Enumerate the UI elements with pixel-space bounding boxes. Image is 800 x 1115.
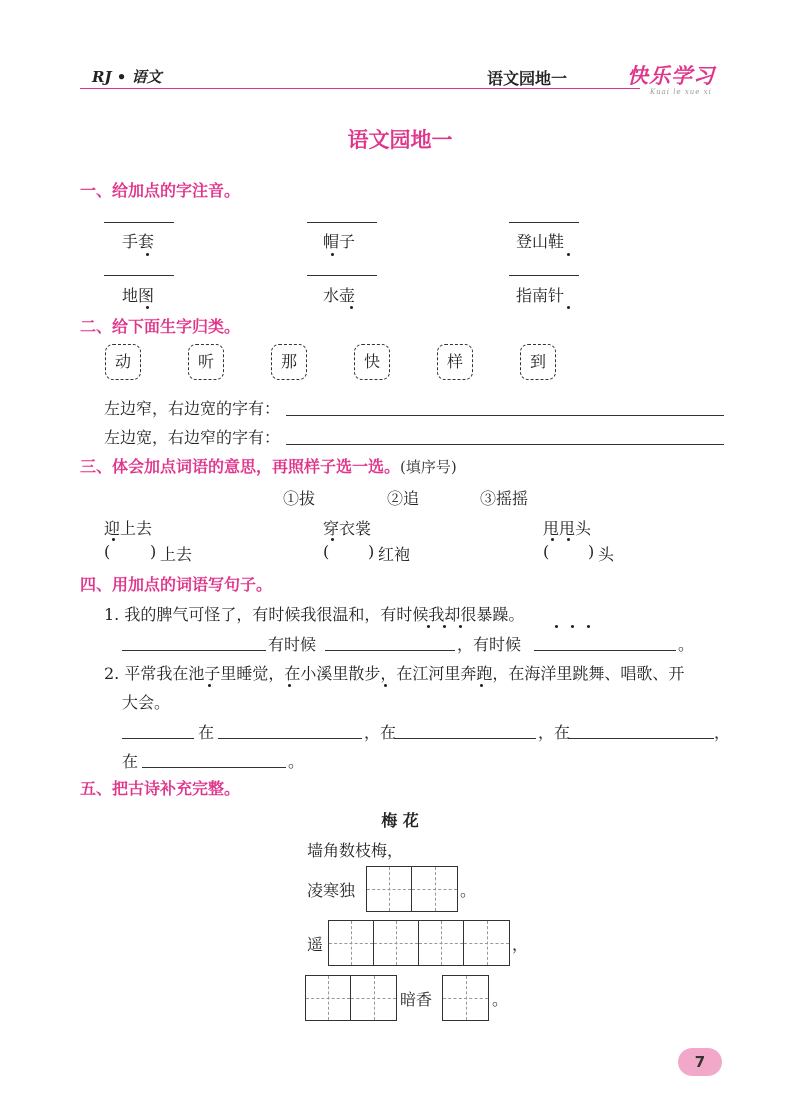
answer-line[interactable]	[325, 650, 455, 651]
poem-title: 梅 花	[381, 811, 419, 830]
sentence-word: ，在	[538, 723, 571, 742]
answer-line[interactable]	[122, 650, 266, 651]
word-dengshanxie: 登山鞋	[516, 232, 565, 251]
section-3-heading-text: 三、体会加点词语的意思，再照样子选一选。	[80, 457, 401, 476]
example-word: 迎上去	[104, 519, 153, 538]
answer-paren-close: )	[588, 542, 595, 561]
question-1: 1. 我的脾气可怪了，有时候我很温和，有时候我却很暴躁。	[104, 605, 525, 624]
sentence-comma: ，	[714, 723, 731, 742]
word-shoutao: 手套	[122, 232, 155, 251]
grid-cell[interactable]	[329, 921, 374, 965]
option-2: ②追	[387, 489, 420, 508]
sentence-word: 在	[198, 723, 215, 742]
example-word: 甩甩头	[543, 519, 592, 538]
sentence-end: 。	[678, 635, 695, 654]
grid-cell[interactable]	[351, 976, 396, 1020]
answer-paren-close: )	[150, 542, 157, 561]
fill-instruction: (填序号)	[400, 458, 457, 476]
poem-punct: ，	[512, 935, 529, 954]
char-box: 快	[354, 344, 390, 380]
question-2: 2. 平常我在池子里睡觉，在小溪里散步，在江河里奔跑，在海洋里跳舞、唱歌、开	[104, 664, 685, 683]
pinyin-blank[interactable]	[509, 222, 579, 223]
emphasis-dot	[288, 684, 291, 687]
example-word: 穿衣裳	[323, 519, 372, 538]
poem-punct: 。	[460, 881, 477, 900]
word-shuihu: 水壶	[323, 286, 356, 305]
option-1: ①拔	[283, 489, 316, 508]
grid-cell[interactable]	[374, 921, 419, 965]
emphasis-dot	[146, 306, 149, 309]
answer-paren-open[interactable]: (	[323, 542, 330, 561]
answer-paren-open[interactable]: (	[543, 542, 550, 561]
emphasis-dot	[459, 625, 462, 628]
sentence-word: 在	[122, 752, 139, 771]
char-box: 听	[188, 344, 224, 380]
answer-line[interactable]	[286, 444, 724, 445]
emphasis-dot	[384, 684, 387, 687]
emphasis-dot	[443, 625, 446, 628]
grid-cell[interactable]	[306, 976, 351, 1020]
brand-logo: 快乐学习	[627, 64, 715, 88]
question-2-cont: 大会。	[122, 693, 171, 712]
answer-line[interactable]	[394, 738, 536, 739]
classify-prompt-2: 左边宽，右边窄的字有：	[104, 428, 281, 447]
writing-grid[interactable]	[328, 920, 510, 966]
fill-word: 红袍	[378, 545, 411, 564]
emphasis-dot	[567, 253, 570, 256]
classify-prompt-1: 左边窄，右边宽的字有：	[104, 399, 281, 418]
page-title: 语文园地一	[347, 128, 453, 152]
page-number: 7	[678, 1048, 722, 1076]
emphasis-dot	[208, 684, 211, 687]
emphasis-dot	[112, 538, 115, 541]
writing-grid[interactable]	[305, 975, 397, 1021]
char-box: 动	[105, 344, 141, 380]
grid-cell[interactable]	[367, 867, 412, 911]
grid-cell[interactable]	[464, 921, 509, 965]
answer-paren-open[interactable]: (	[104, 542, 111, 561]
poem-line-3-start: 遥	[307, 935, 324, 954]
poem-punct: 。	[492, 990, 509, 1009]
emphasis-dot	[427, 625, 430, 628]
pinyin-blank[interactable]	[104, 222, 174, 223]
pinyin-blank[interactable]	[104, 275, 174, 276]
word-zhinanzhen: 指南针	[516, 286, 565, 305]
section-5-heading: 五、把古诗补充完整。	[80, 779, 241, 798]
emphasis-dot	[480, 684, 483, 687]
poem-line-2-start: 凌寒独	[307, 881, 356, 900]
sentence-end: 。	[288, 752, 305, 771]
grid-cell[interactable]	[419, 921, 464, 965]
poem-line-1: 墙角数枝梅，	[307, 841, 404, 860]
emphasis-dot	[567, 306, 570, 309]
word-maozi: 帽子	[323, 232, 356, 251]
char-box: 到	[520, 344, 556, 380]
fill-word: 头	[598, 545, 615, 564]
answer-line[interactable]	[534, 650, 676, 651]
emphasis-dot	[587, 625, 590, 628]
answer-paren-close: )	[368, 542, 375, 561]
emphasis-dot	[350, 306, 353, 309]
char-box: 样	[437, 344, 473, 380]
emphasis-dot	[571, 625, 574, 628]
sentence-word: ，有时候	[457, 635, 522, 654]
writing-grid[interactable]	[442, 975, 489, 1021]
section-2-heading: 二、给下面生字归类。	[80, 317, 241, 336]
emphasis-dot	[331, 538, 334, 541]
brand-logo-subtitle: Kuai le xue xi	[650, 88, 712, 96]
poem-line-4-mid: 暗香	[400, 990, 433, 1009]
pinyin-blank[interactable]	[509, 275, 579, 276]
grid-cell[interactable]	[412, 867, 457, 911]
section-4-heading: 四、用加点的词语写句子。	[80, 575, 273, 594]
emphasis-dot	[551, 538, 554, 541]
pinyin-blank[interactable]	[307, 275, 377, 276]
pinyin-blank[interactable]	[307, 222, 377, 223]
word-ditu: 地图	[122, 286, 155, 305]
writing-grid[interactable]	[366, 866, 458, 912]
section-3-heading	[80, 454, 457, 477]
emphasis-dot	[331, 253, 334, 256]
header-divider	[80, 88, 640, 89]
header-left: RJ • 语文	[92, 68, 162, 86]
grid-cell[interactable]	[443, 976, 488, 1020]
fill-word: 上去	[160, 545, 193, 564]
emphasis-dot	[567, 538, 570, 541]
header-lesson-title: 语文园地一	[487, 69, 568, 88]
answer-line[interactable]	[568, 738, 714, 739]
answer-line[interactable]	[142, 767, 286, 768]
section-1-heading: 一、给加点的字注音。	[80, 181, 241, 200]
answer-line[interactable]	[286, 415, 724, 416]
emphasis-dot	[146, 253, 149, 256]
char-box: 那	[271, 344, 307, 380]
sentence-word: ，在	[364, 723, 397, 742]
sentence-word: 有时候	[268, 635, 317, 654]
answer-line[interactable]	[218, 738, 362, 739]
answer-line[interactable]	[122, 738, 194, 739]
option-3: ③摇摇	[480, 489, 529, 508]
emphasis-dot	[555, 625, 558, 628]
